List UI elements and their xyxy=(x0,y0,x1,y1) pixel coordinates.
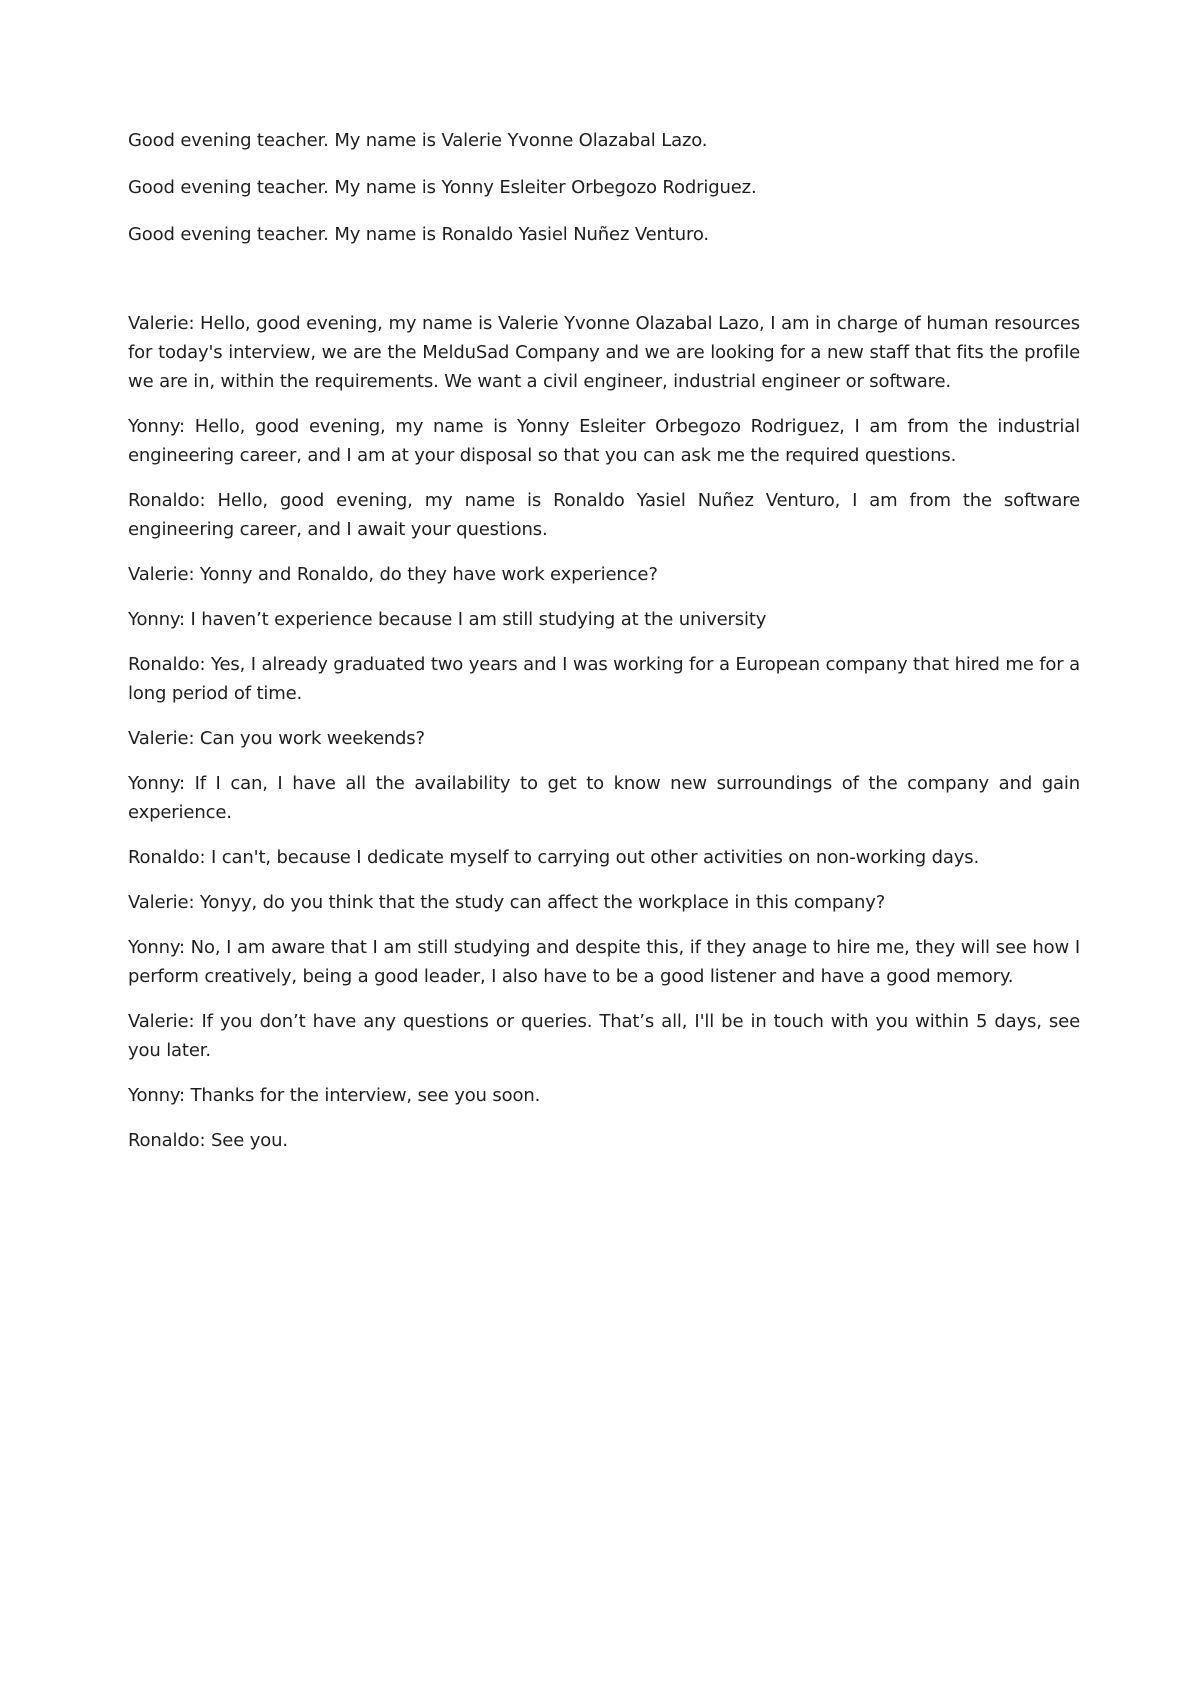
dialogue-paragraph: Ronaldo: Hello, good evening, my name is Ronaldo Yasiel Nuñez Venturo, I am from the software engineering career, and I await your questions. xyxy=(128,490,1080,540)
dialogue-paragraph: Ronaldo: See you. xyxy=(128,1130,288,1151)
dialogue-paragraph: Valerie: Yonyy, do you think that the study can affect the workplace in this company? xyxy=(128,892,886,913)
dialogue-paragraph: Valerie: If you don’t have any questions or queries. That’s all, I'll be in touch with you within 5 days, see you later. xyxy=(128,1011,1080,1061)
intro-paragraph: Good evening teacher. My name is Yonny Esleiter Orbegozo Rodriguez. xyxy=(128,177,757,198)
dialogue-section xyxy=(128,309,1080,1155)
dialogue-paragraph: Yonny: I haven’t experience because I am still studying at the university xyxy=(128,609,767,630)
intro-paragraph: Good evening teacher. My name is Valerie Yvonne Olazabal Lazo. xyxy=(128,130,708,151)
dialogue-paragraph: Ronaldo: Yes, I already graduated two years and I was working for a European company that hired me for a long period of time. xyxy=(128,654,1080,704)
introductions-section xyxy=(128,126,1080,249)
dialogue-paragraph: Yonny: Thanks for the interview, see you soon. xyxy=(128,1085,541,1106)
dialogue-paragraph: Yonny: Hello, good evening, my name is Yonny Esleiter Orbegozo Rodriguez, I am from the industrial engineering career, and I am at your disposal so that you can ask me the required questions. xyxy=(128,416,1080,466)
dialogue-paragraph: Yonny: If I can, I have all the availability to get to know new surroundings of the company and gain experience. xyxy=(128,773,1080,823)
intro-paragraph: Good evening teacher. My name is Ronaldo Yasiel Nuñez Venturo. xyxy=(128,224,709,245)
dialogue-paragraph: Yonny: No, I am aware that I am still studying and despite this, if they anage to hire me, they will see how I perform creatively, being a good leader, I also have to be a good listener and have a good memory. xyxy=(128,937,1080,987)
dialogue-paragraph: Valerie: Can you work weekends? xyxy=(128,728,425,749)
dialogue-paragraph: Ronaldo: I can't, because I dedicate myself to carrying out other activities on non-working days. xyxy=(128,847,980,868)
dialogue-paragraph: Valerie: Hello, good evening, my name is Valerie Yvonne Olazabal Lazo, I am in charge of human resources for today's interview, we are the MelduSad Company and we are looking for a new staff that fits the profile we are in, within the requirements. We want a civil engineer, industrial engineer or software. xyxy=(128,313,1080,392)
document-body xyxy=(128,126,1080,1171)
dialogue-paragraph: Valerie: Yonny and Ronaldo, do they have work experience? xyxy=(128,564,658,585)
